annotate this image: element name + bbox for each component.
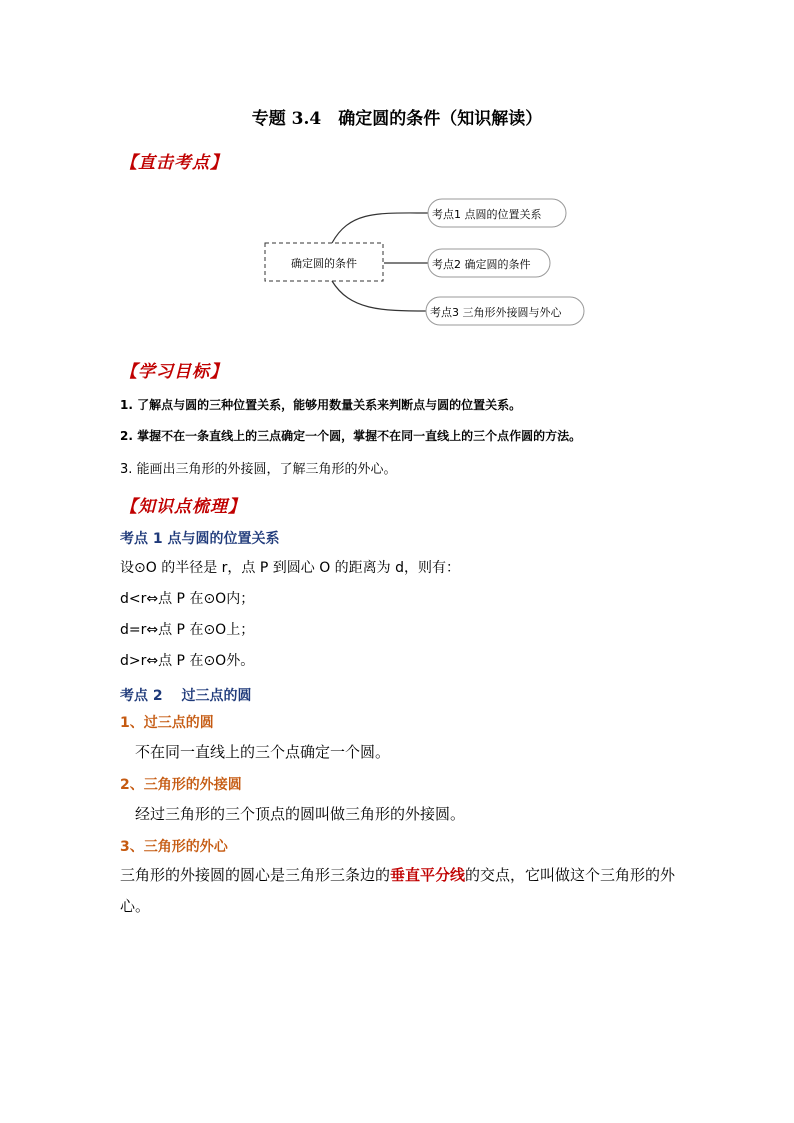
kp2-heading: 考点 2 过三点的圆 bbox=[120, 688, 252, 704]
kp2-text: 经过三角形的三个顶点的圆叫做三角形的外接圆。 bbox=[135, 805, 466, 823]
circumcenter-paragraph bbox=[120, 860, 680, 922]
kp2-subheading: 3、三角形的外心 bbox=[120, 839, 228, 855]
highlight-perpendicular-bisector: 垂直平分线 bbox=[390, 866, 466, 884]
mindmap-node-1-label: 考点1 点圆的位置关系 bbox=[432, 208, 542, 221]
connector-3 bbox=[332, 281, 428, 311]
page-title: 专题 3.4 确定圆的条件（知识解读） bbox=[251, 109, 543, 129]
goal-item: 1. 了解点与圆的三种位置关系，能够用数量关系来判断点与圆的位置关系。 bbox=[120, 398, 522, 412]
connector-1 bbox=[332, 213, 428, 243]
kp2-text: 不在同一直线上的三个点确定一个圆。 bbox=[135, 743, 391, 761]
kp1-line: d=r⇔点 P 在⊙O上； bbox=[120, 622, 255, 638]
kp2-subheading: 1、过三点的圆 bbox=[120, 715, 214, 731]
goal-item: 2. 掌握不在一条直线上的三点确定一个圆，掌握不在同一直线上的三个点作圆的方法。 bbox=[120, 429, 582, 443]
section-knowledge: 【知识点梳理】 bbox=[120, 497, 246, 517]
kp1-line: d>r⇔点 P 在⊙O外。 bbox=[120, 653, 255, 669]
section-learning-goals: 【学习目标】 bbox=[120, 362, 228, 382]
mindmap-node-2-label: 考点2 确定圆的条件 bbox=[432, 258, 531, 271]
kp1-heading: 考点 1 点与圆的位置关系 bbox=[120, 531, 280, 547]
mindmap-node-3-label: 考点3 三角形外接圆与外心 bbox=[430, 306, 562, 319]
kp1-line: d<r⇔点 P 在⊙O内； bbox=[120, 591, 255, 607]
kp1-intro: 设⊙O 的半径是 r，点 P 到圆心 O 的距离为 d，则有： bbox=[120, 560, 461, 576]
para-text-after: 的交点，它叫做这个三角形的外心。 bbox=[120, 866, 676, 915]
mind-map bbox=[250, 190, 590, 330]
para-text-before: 三角形的外接圆的圆心是三角形三条边的 bbox=[120, 866, 391, 884]
mindmap-root-label: 确定圆的条件 bbox=[291, 257, 357, 270]
goal-item: 3. 能画出三角形的外接圆，了解三角形的外心。 bbox=[120, 462, 397, 477]
kp2-subheading: 2、三角形的外接圆 bbox=[120, 777, 242, 793]
section-exam-points: 【直击考点】 bbox=[120, 153, 228, 173]
